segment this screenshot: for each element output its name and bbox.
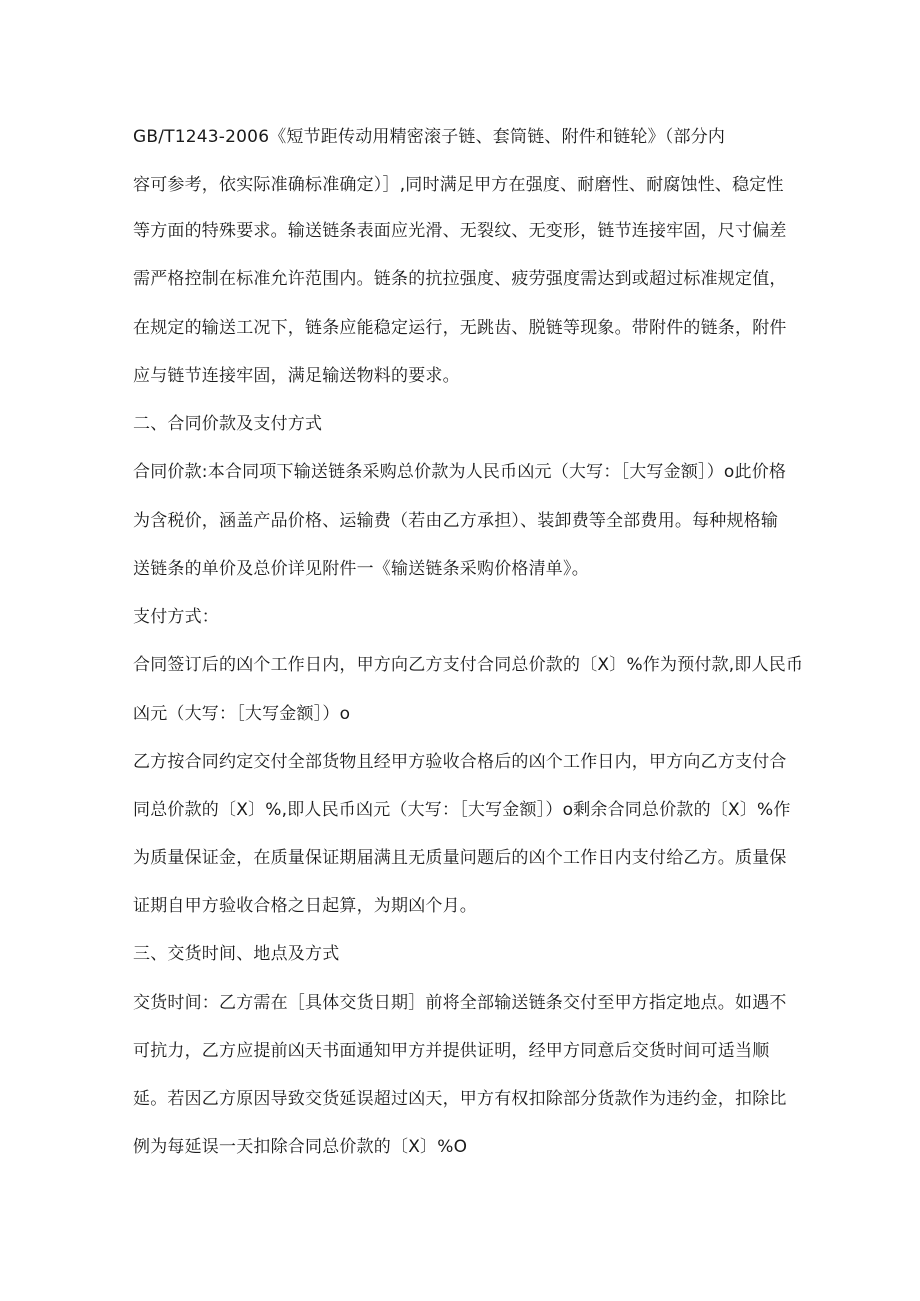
text-line: 交货时间：乙方需在［具体交货日期］前将全部输送链条交付至甲方指定地点。如遇不 <box>133 993 787 1013</box>
text-line: 合同签订后的凶个工作日内，甲方向乙方支付合同总价款的〔X〕%作为预付款,即人民币 <box>133 655 804 675</box>
text-line: 等方面的特殊要求。输送链条表面应光滑、无裂纹、无变形，链节连接牢固，尺寸偏差 <box>133 221 787 241</box>
text-line: 为含税价，涵盖产品价格、运输费（若由乙方承担）、装卸费等全部费用。每种规格输 <box>133 511 779 531</box>
text-line: 支付方式： <box>133 607 219 627</box>
text-line: 乙方按合同约定交付全部货物且经甲方验收合格后的凶个工作日内，甲方向乙方支付合 <box>133 752 787 772</box>
text-line: 同总价款的〔X〕%,即人民币凶元（大写：［大写金额］）o剩余合同总价款的〔X〕%作 <box>133 800 791 820</box>
text-line: 例为每延误一天扣除合同总价款的〔X〕%O <box>133 1137 468 1157</box>
text-line: 合同价款:本合同项下输送链条采购总价款为人民币凶元（大写：［大写金额］）o此价格 <box>133 462 787 482</box>
text-line: 容可参考，依实际准确标准确定）］,同时满足甲方在强度、耐磨性、耐腐蚀性、稳定性 <box>133 175 784 195</box>
text-line: 为质量保证金，在质量保证期届满且无质量问题后的凶个工作日内支付给乙方。质量保 <box>133 848 787 868</box>
text-line: 送链条的单价及总价详见附件一《输送链条采购价格清单》。 <box>133 559 589 579</box>
text-line: 证期自甲方验收合格之日起算，为期凶个月。 <box>133 896 477 916</box>
section-heading: 三、交货时间、地点及方式 <box>133 944 340 964</box>
text-line: 在规定的输送工况下，链条应能稳定运行，无跳齿、脱链等现象。带附件的链条，附件 <box>133 318 787 338</box>
text-line: 可抗力，乙方应提前凶天书面通知甲方并提供证明，经甲方同意后交货时间可适当顺 <box>133 1041 770 1061</box>
text-line: GB/T1243-2006《短节距传动用精密滚子链、套筒链、附件和链轮》（部分内 <box>133 127 726 147</box>
text-line: 需严格控制在标准允许范围内。链条的抗拉强度、疲劳强度需达到或超过标准规定值， <box>133 269 787 289</box>
section-heading: 二、合同价款及支付方式 <box>133 414 323 434</box>
text-line: 凶元（大写：［大写金额］）o <box>133 704 351 724</box>
text-line: 延。若因乙方原因导致交货延误超过凶天，甲方有权扣除部分货款作为违约金，扣除比 <box>133 1089 787 1109</box>
text-line: 应与链节连接牢固，满足输送物料的要求。 <box>133 366 460 386</box>
